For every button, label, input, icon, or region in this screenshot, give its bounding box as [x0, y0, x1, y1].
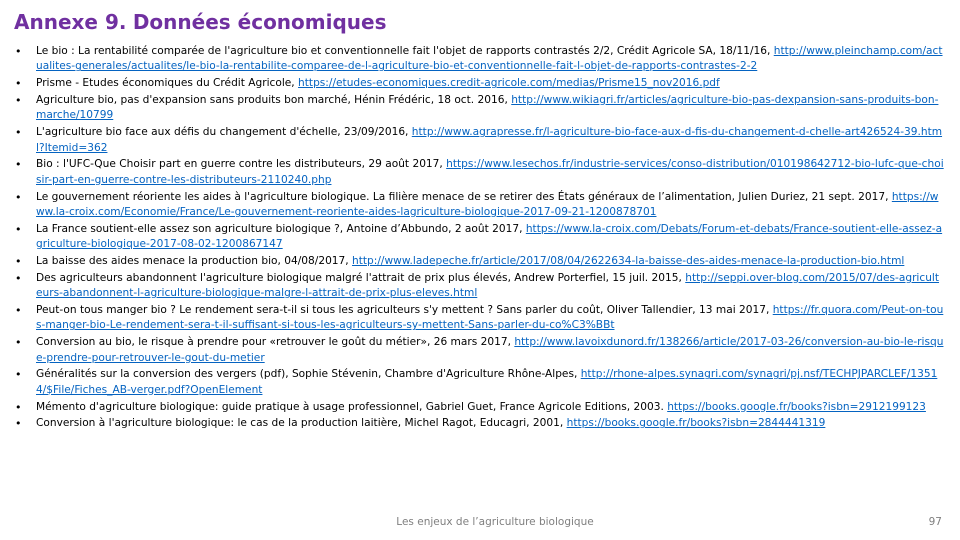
reference-link[interactable]: http://www.ladepeche.fr/article/2017/08/04/2622634-la-baisse-des-aides-menace-la-production-bio.html: [352, 255, 905, 268]
reference-text: Bio : l'UFC-Que Choisir part en guerre contre les distributeurs, 29 août 2017,: [36, 158, 447, 171]
reference-item: [14, 416, 944, 431]
reference-link[interactable]: https://fr.quora.com/Peut-on-tous-manger-bio-Le-rendement-sera-t-il-suffisant-si-tous-les-agriculteurs-sy-mettent-Sans-parler-du-co%C3%BBt: [36, 304, 944, 332]
reference-link[interactable]: https://www.la-croix.com/Economie/France/Le-gouvernement-reoriente-aides-lagriculture-biologique-2017-09-21-1200878701: [36, 190, 939, 219]
reference-link[interactable]: http://www.wikiagri.fr/articles/agriculture-bio-pas-dexpansion-sans-produits-bon-marche/10799: [36, 94, 939, 122]
reference-item: [14, 254, 944, 269]
page-number: 97: [928, 516, 942, 528]
reference-text: L'agriculture bio face aux défis du changement d'échelle, 23/09/2016,: [36, 126, 412, 139]
reference-item: [14, 157, 944, 188]
reference-text: Conversion au bio, le risque à prendre pour «retrouver le goût du métier», 26 mars 2017,: [36, 336, 515, 349]
reference-item: [14, 271, 944, 302]
reference-link[interactable]: http://rhone-alpes.synagri.com/synagri/pj.nsf/TECHPJPARCLEF/13514/$File/Fiches_AB-verger.pdf?OpenElement: [36, 368, 938, 396]
annex-number: Annexe 9.: [14, 10, 127, 34]
reference-text: Agriculture bio, pas d'expansion sans produits bon marché, Hénin Frédéric, 18 oct. 2016,: [36, 94, 512, 106]
reference-item: [14, 367, 944, 398]
reference-text: Peut-on tous manger bio ? Le rendement sera-t-il si tous les agriculteurs s'y mettent ? Sans parler du coût, Oliver Tallendier, 13 mai 2017,: [36, 304, 773, 317]
reference-link[interactable]: http://www.agrapresse.fr/l-agriculture-bio-face-aux-d-fis-du-changement-d-chelle-art426524-39.html?Itemid=362: [36, 126, 943, 154]
page-title: [14, 10, 387, 34]
reference-link[interactable]: https://www.lesechos.fr/industrie-services/conso-distribution/010198642712-bio-lufc-que-choisir-part-en-guerre-contre-les-distributeurs-2110240.php: [36, 158, 944, 186]
reference-text: Des agriculteurs abandonnent l'agriculture biologique malgré l'attrait de prix plus élevés, Andrew Porterfiel, 15 juil. 2015,: [36, 271, 686, 284]
reference-text: Le gouvernement réoriente les aides à l'agriculture biologique. La filière menace de se retirer des États généraux de l’alimentation, Julien Duriez, 21 sept. 2017,: [36, 190, 892, 203]
reference-text: Prisme - Etudes économiques du Crédit Agricole,: [36, 77, 299, 90]
reference-item: [14, 76, 944, 91]
footer-caption: Les enjeux de l’agriculture biologique: [396, 516, 594, 528]
reference-link[interactable]: https://books.google.fr/books?isbn=2844441319: [566, 417, 826, 430]
reference-item: [14, 400, 944, 415]
reference-text: Le bio : La rentabilité comparée de l'agriculture bio et conventionnelle fait l'objet de rapports contrastés 2/2, Crédit Agricole SA, 18/11/16,: [36, 45, 774, 57]
reference-item: [14, 335, 944, 366]
reference-text: Mémento d'agriculture biologique: guide pratique à usage professionnel, Gabriel Guet, France Agricole Editions, 2003.: [36, 400, 668, 413]
reference-item: [14, 190, 944, 221]
reference-item: [14, 44, 944, 75]
reference-item: [14, 93, 944, 124]
reference-item: [14, 222, 944, 253]
reference-text: Généralités sur la conversion des vergers (pdf), Sophie Stévenin, Chambre d'Agriculture Rhône-Alpes,: [36, 368, 581, 381]
reference-link[interactable]: http://www.lavoixdunord.fr/138266/article/2017-03-26/conversion-au-bio-le-risque-prendre-pour-retrouver-le-gout-du-metier: [36, 336, 944, 364]
reference-text: La baisse des aides menace la production bio, 04/08/2017,: [36, 255, 353, 268]
reference-link[interactable]: https://etudes-economiques.credit-agricole.com/medias/Prisme15_nov2016.pdf: [298, 77, 720, 90]
reference-link[interactable]: http://www.pleinchamp.com/actualites-generales/actualites/le-bio-la-rentabilite-comparee-de-l-agriculture-bio-et-conventionnelle-fait-l-objet-de-rapports-contrastes-2-2: [36, 45, 943, 73]
annex-heading: Données économiques: [132, 10, 387, 34]
reference-link[interactable]: http://seppi.over-blog.com/2015/07/des-agriculteurs-abandonnent-l-agriculture-biologique-malgre-l-attrait-de-prix-plus-eleves.html: [36, 271, 940, 300]
reference-text: Conversion à l'agriculture biologique: le cas de la production laitière, Michel Ragot, Educagri, 2001,: [36, 417, 567, 430]
reference-link[interactable]: https://www.la-croix.com/Debats/Forum-et-debats/France-soutient-elle-assez-agriculture-biologique-2017-08-02-1200867147: [36, 222, 943, 251]
reference-item: [14, 303, 944, 334]
reference-list: [14, 44, 944, 433]
reference-link[interactable]: https://books.google.fr/books?isbn=2912199123: [667, 400, 926, 413]
reference-text: La France soutient-elle assez son agriculture biologique ?, Antoine d’Abbundo, 2 août 2017,: [36, 222, 526, 235]
reference-item: [14, 125, 944, 156]
